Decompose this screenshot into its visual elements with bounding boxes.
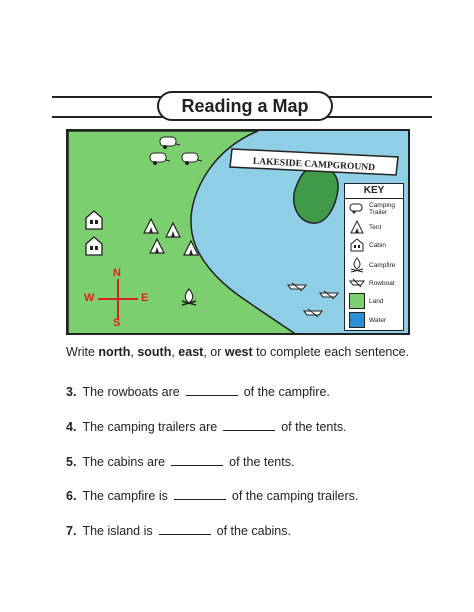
key-item-trailer <box>349 200 405 218</box>
answer-blank[interactable] <box>159 524 211 535</box>
key-item-water <box>349 311 405 329</box>
key-label: Water <box>369 316 387 324</box>
question-6: 6. The campfire is of the camping trailers. <box>66 489 359 503</box>
rowboat-icon <box>288 283 306 291</box>
key-item-cabin <box>349 236 405 254</box>
land-swatch <box>349 293 365 309</box>
question-4: 4. The camping trailers are of the tents. <box>66 420 347 434</box>
key-label: Camping Trailer <box>369 202 396 216</box>
banner-text: LAKESIDE CAMPGROUND <box>252 156 376 174</box>
answer-blank[interactable] <box>171 455 223 466</box>
rowboat-icon <box>304 309 322 317</box>
key-label: Campfire <box>369 261 396 269</box>
key-item-land <box>349 292 405 310</box>
map-key <box>344 183 404 331</box>
compass-south-label: S <box>113 317 121 329</box>
question-3: 3. The rowboats are of the campfire. <box>66 385 330 399</box>
compass-west-label: W <box>84 292 95 304</box>
instruction-text: Write north, south, east, or west to complete each sentence. <box>66 345 410 359</box>
key-item-tent <box>349 218 405 236</box>
key-label: Land <box>369 297 384 305</box>
water-swatch <box>349 312 365 328</box>
answer-blank[interactable] <box>174 489 226 500</box>
answer-blank[interactable] <box>223 420 275 431</box>
key-item-campfire <box>349 256 405 274</box>
campground-banner <box>230 149 398 175</box>
answer-blank[interactable] <box>186 385 238 396</box>
key-title: KEY <box>345 184 403 199</box>
key-label: Rowboat <box>369 279 395 287</box>
cabin-icon <box>349 237 365 253</box>
key-label: Tent <box>369 223 382 231</box>
question-5: 5. The cabins are of the tents. <box>66 455 295 469</box>
island <box>294 166 338 223</box>
question-7: 7. The island is of the cabins. <box>66 524 291 538</box>
page-title: Reading a Map <box>157 91 333 121</box>
rowboat-icon <box>320 291 338 299</box>
key-item-rowboat <box>349 274 405 292</box>
rowboat-icon <box>349 275 365 291</box>
camping-trailer-icon <box>349 201 365 217</box>
campfire-icon <box>349 257 365 273</box>
key-label: Cabin <box>369 241 386 249</box>
compass-east-label: E <box>141 292 149 304</box>
compass-north-label: N <box>113 267 121 279</box>
tent-icon <box>349 219 365 235</box>
